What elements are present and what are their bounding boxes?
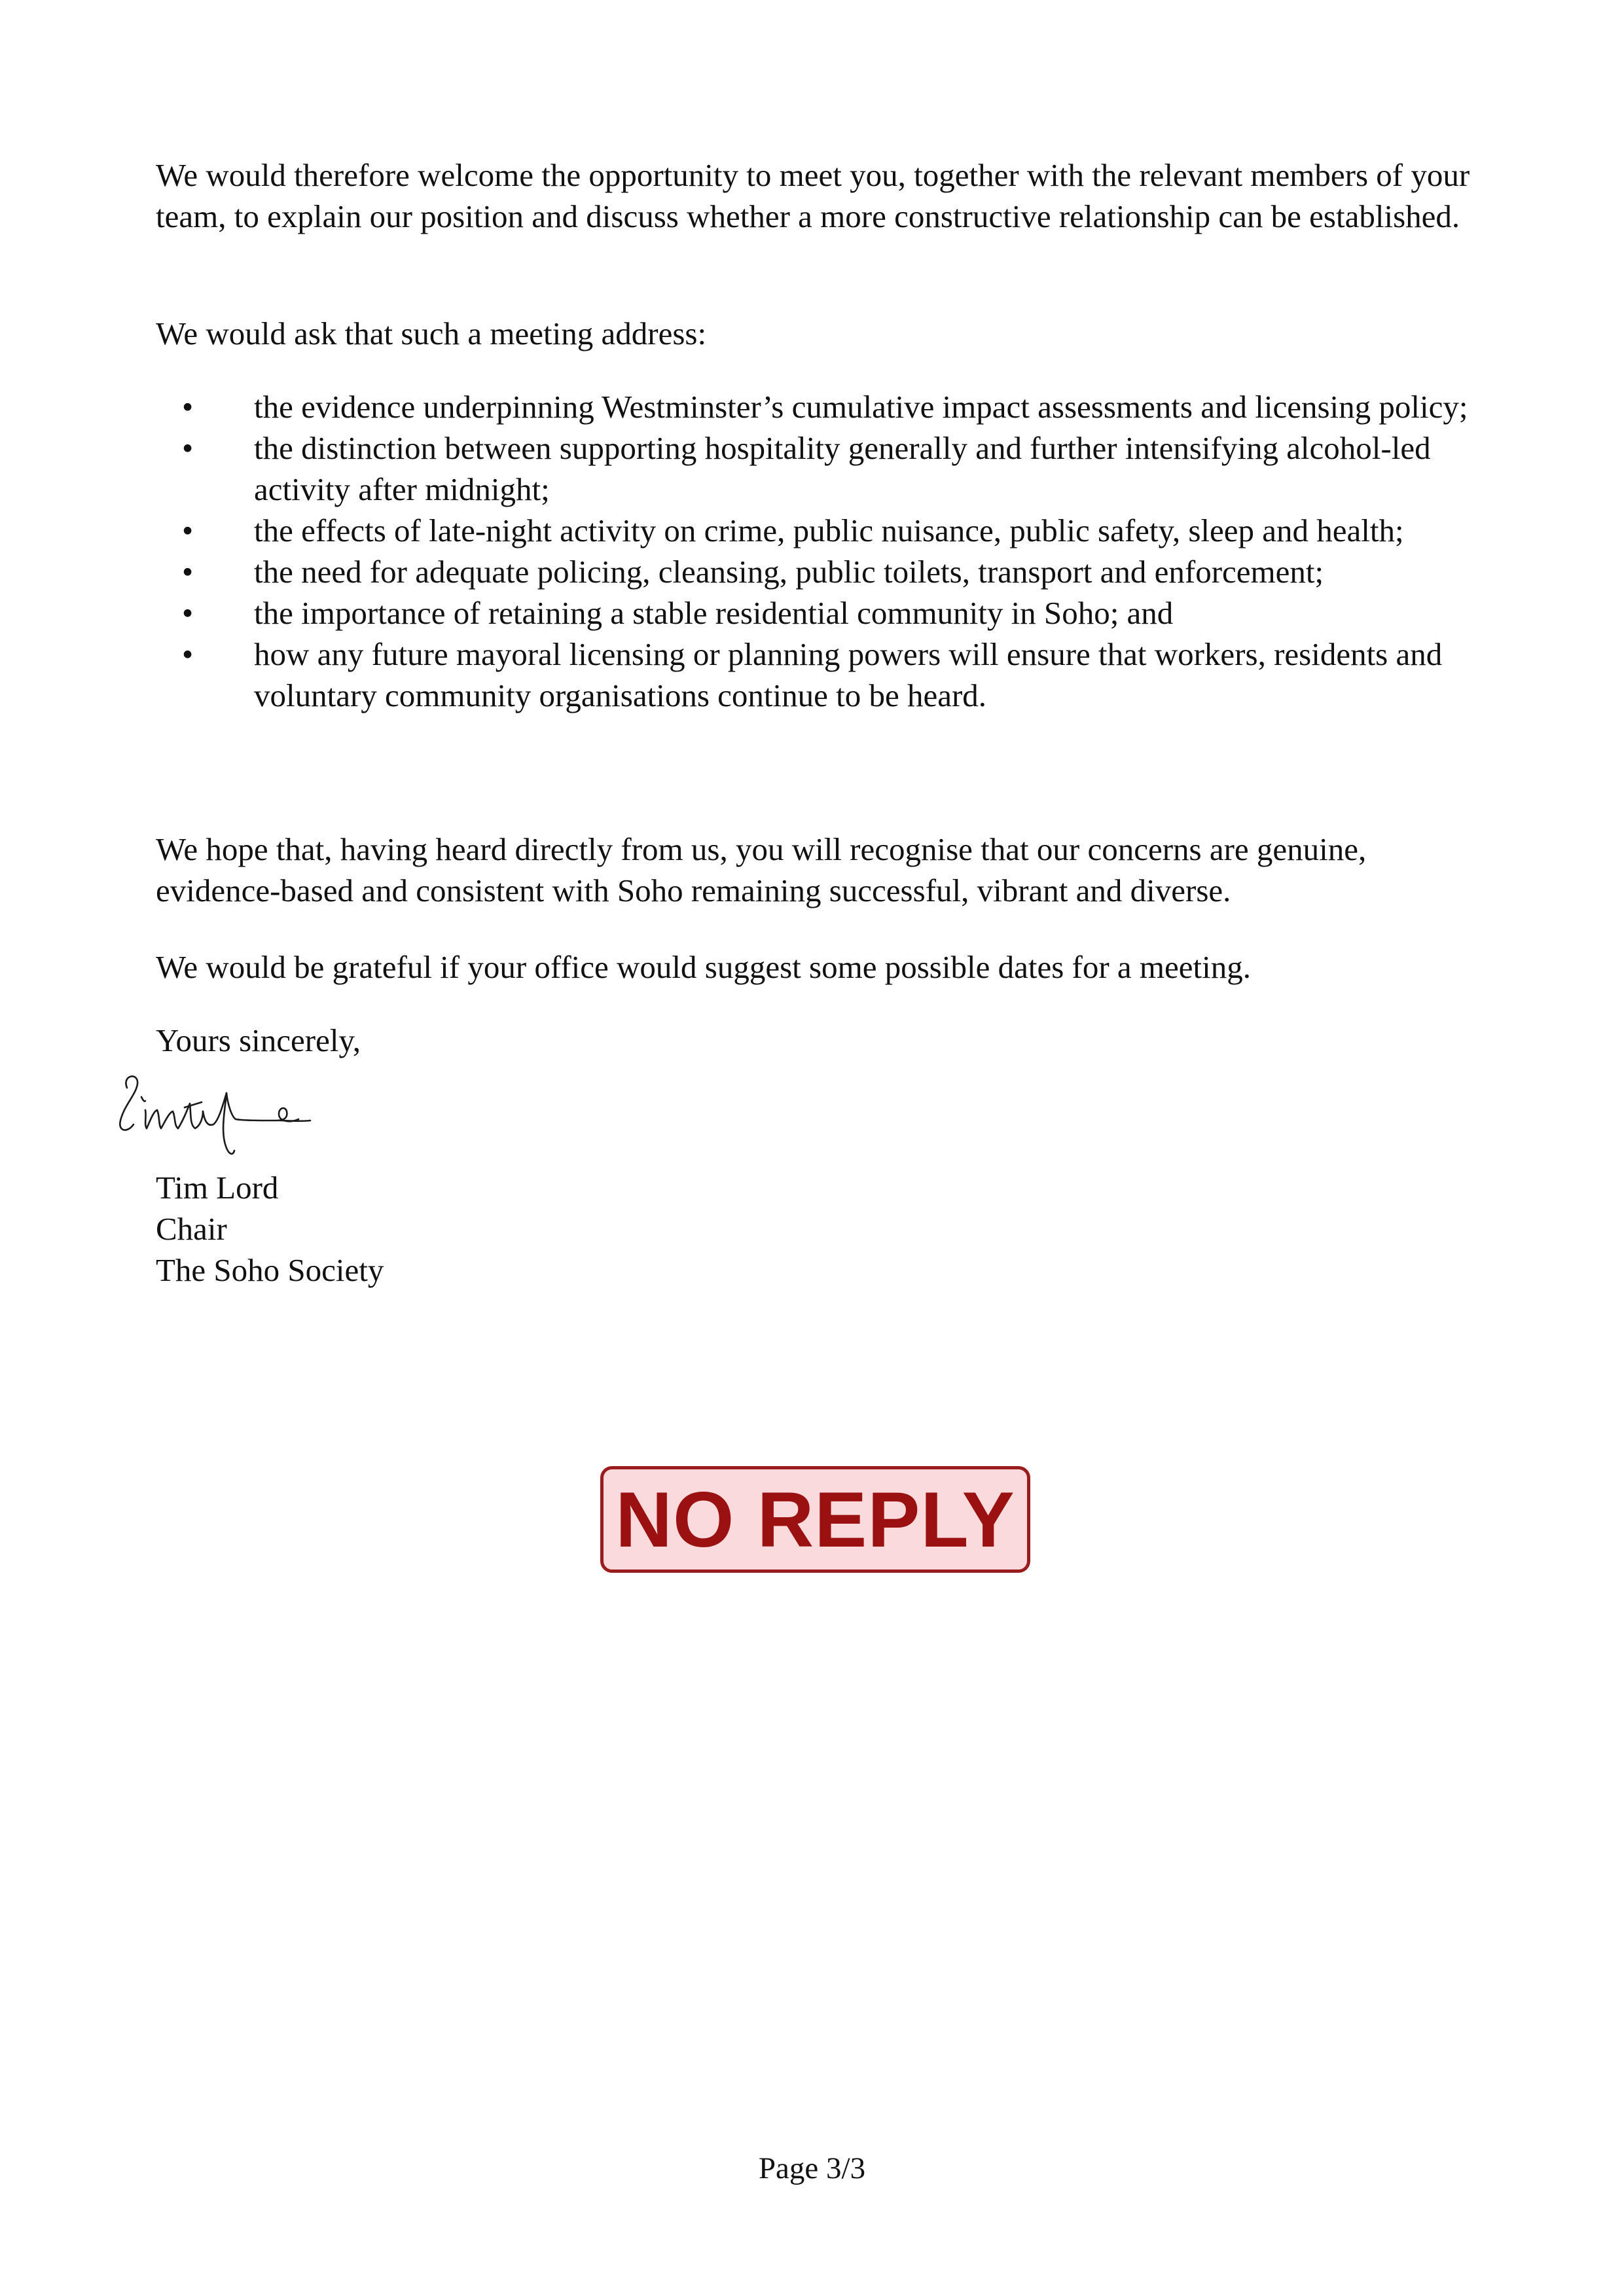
bullet-icon: • [182,554,194,590]
bullet-icon: • [182,595,194,631]
list-item [156,592,1504,634]
bullet-icon: • [182,389,194,425]
no-reply-stamp [600,1466,1030,1573]
list-item [156,510,1504,551]
list-item [156,551,1504,592]
list-item [156,386,1504,427]
list-item-text: the effects of late-night activity on crime, public nuisance, public safety, sleep and health; [254,512,1404,548]
signatory-title: Chair [156,1211,227,1247]
list-item-text: how any future mayoral licensing or planning powers will ensure that workers, residents and voluntary community organisations continue to be heard. [254,636,1443,713]
agenda-list [156,386,1504,716]
handwritten-signature [105,1068,353,1166]
ask-paragraph: We would ask that such a meeting address: [156,315,707,351]
hope-paragraph: We hope that, having heard directly from us, you will recognise that our concerns are genuine, evidence-based and consistent with Soho remaining successful, vibrant and diverse. [156,831,1367,908]
list-item [156,634,1504,716]
intro-paragraph: We would therefore welcome the opportunity to meet you, together with the relevant members of your team, to explain our position and discuss whether a more constructive relationship can be established. [156,157,1470,234]
list-item [156,427,1504,510]
list-item-text: the evidence underpinning Westminster’s cumulative impact assessments and licensing policy; [254,389,1468,425]
bullet-icon: • [182,636,194,672]
page-number: Page 3/3 [758,2151,866,2185]
bullet-icon: • [182,430,194,466]
closing-line: Yours sincerely, [156,1022,361,1058]
bullet-icon: • [182,512,194,548]
signatory-block [156,1167,384,1291]
stamp-label: NO REPLY [615,1475,1015,1564]
signatory-name: Tim Lord [156,1170,279,1206]
list-item-text: the need for adequate policing, cleansing, public toilets, transport and enforcement; [254,554,1324,590]
list-item-text: the distinction between supporting hospitality generally and further intensifying alcohol-led activity after midnight; [254,430,1431,507]
signatory-organisation: The Soho Society [156,1252,384,1288]
request-paragraph: We would be grateful if your office would suggest some possible dates for a meeting. [156,949,1251,985]
list-item-text: the importance of retaining a stable residential community in Soho; and [254,595,1174,631]
